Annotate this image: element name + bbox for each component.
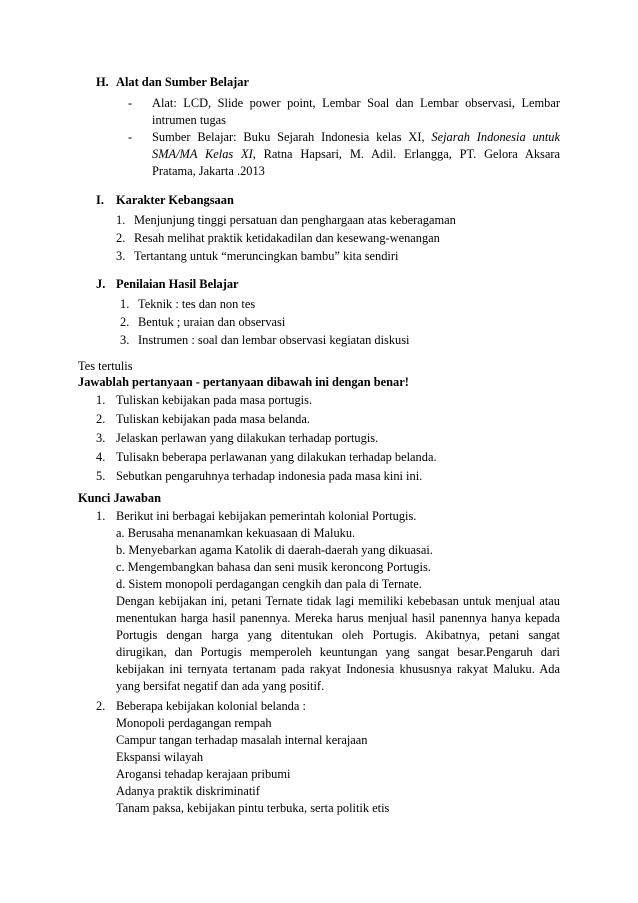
answer-number: 2. <box>96 699 106 713</box>
list-item: Tertantang untuk “meruncingkan bambu” kita sendiri <box>134 249 399 263</box>
answer-lead: Berikut ini berbagai kebijakan pemerintah kolonial Portugis. <box>116 509 417 523</box>
answer-point: Arogansi tehadap kerajaan pribumi <box>116 767 291 781</box>
list-item-number: 1. <box>116 213 126 227</box>
question-text: Tuliskan kebijakan pada masa belanda. <box>116 412 310 426</box>
kunci-title: Kunci Jawaban <box>78 491 161 505</box>
question-text: Jelaskan perlawan yang dilakukan terhadap portugis. <box>116 431 379 445</box>
answer-point: c. Mengembangkan bahasa dan seni musik keroncong Portugis. <box>116 560 431 574</box>
list-item: Resah melihat praktik ketidakadilan dan kesewang-wenangan <box>134 231 440 245</box>
list-item: Menjunjung tinggi persatuan dan penghargaan atas keberagaman <box>134 213 456 227</box>
list-item-number: 2. <box>120 315 130 329</box>
answer-point: a. Berusaha menanamkan kekuasaan di Maluku. <box>116 526 356 540</box>
answer-paragraph-line: kebijakan ini ternyata tertanam pada rakyat Indonesia khususnya rakyat Maluku. Ada <box>116 662 560 676</box>
answer-point: Tanam paksa, kebijakan pintu terbuka, serta politik etis <box>116 801 390 815</box>
section-i-title: Karakter Kebangsaan <box>116 193 234 207</box>
list-item: Instrumen : soal dan lembar observasi kegiatan diskusi <box>138 333 410 347</box>
alat-line-1: Alat: LCD, Slide power point, Lembar Soal dan Lembar observasi, Lembar <box>152 96 560 110</box>
answer-point: Campur tangan terhadap masalah internal kerajaan <box>116 733 368 747</box>
answer-point: Adanya praktik diskriminatif <box>116 784 260 798</box>
section-i-marker: I. <box>96 193 104 207</box>
question-number: 4. <box>96 450 106 464</box>
list-item-number: 1. <box>120 297 130 311</box>
answer-paragraph-line: menentukan harga hasil panennya. Mereka harus menjual hasil panennya hanya kepada <box>116 611 560 625</box>
sumber-line-2: SMA/MA Kelas XI, Ratna Hapsari, M. Adil. Erlangga, PT. Gelora Aksara <box>152 147 561 161</box>
sumber-line-3: Pratama, Jakarta .2013 <box>152 164 265 178</box>
section-h-title: Alat dan Sumber Belajar <box>116 75 249 89</box>
answer-point: Monopoli perdagangan rempah <box>116 716 272 730</box>
list-item: Teknik : tes dan non tes <box>138 297 256 311</box>
sumber-line-1: Sumber Belajar: Buku Sejarah Indonesia kelas XI, Sejarah Indonesia untuk <box>152 130 560 144</box>
question-text: Tulisakn beberapa perlawanan yang dilakukan terhadap belanda. <box>116 450 437 464</box>
answer-paragraph-line: Dengan kebijakan ini, petani Ternate tidak lagi memiliki kebebasan untuk menjual atau <box>116 594 560 608</box>
question-number: 3. <box>96 431 106 445</box>
bullet-dash: - <box>128 130 133 144</box>
question-text: Sebutkan pengaruhnya terhadap indonesia pada masa kini ini. <box>116 469 423 483</box>
question-number: 1. <box>96 393 106 407</box>
answer-point: b. Menyebarkan agama Katolik di daerah-daerah yang dikuasai. <box>116 543 433 557</box>
bullet-dash: - <box>128 96 133 110</box>
tes-label: Tes tertulis <box>78 359 133 373</box>
alat-line-2: intrumen tugas <box>152 113 226 127</box>
answer-paragraph-line: Portugis dengan harga yang ditentukan oleh Portugis. Akibatnya, petani sangat <box>116 628 560 642</box>
answer-number: 1. <box>96 509 106 523</box>
question-text: Tuliskan kebijakan pada masa portugis. <box>116 393 313 407</box>
question-number: 2. <box>96 412 106 426</box>
list-item-number: 3. <box>120 333 130 347</box>
list-item: Bentuk ; uraian dan observasi <box>138 315 286 329</box>
section-j-marker: J. <box>96 277 106 291</box>
section-h-marker: H. <box>96 75 109 89</box>
answer-point: d. Sistem monopoli perdagangan cengkih dan pala di Ternate. <box>116 577 422 591</box>
tes-instruction: Jawablah pertanyaan - pertanyaan dibawah ini dengan benar! <box>78 375 409 389</box>
answer-point: Ekspansi wilayah <box>116 750 204 764</box>
answer-lead: Beberapa kebijakan kolonial belanda : <box>116 699 306 713</box>
question-number: 5. <box>96 469 106 483</box>
section-j-title: Penilaian Hasil Belajar <box>116 277 239 291</box>
list-item-number: 3. <box>116 249 126 263</box>
answer-paragraph-line: yang bersifat negatif dan ada yang positif. <box>116 679 325 693</box>
list-item-number: 2. <box>116 231 126 245</box>
answer-paragraph-line: dirugikan, dan Portugis memperoleh keuntungan yang sangat besar.Pengaruh dari <box>116 645 560 659</box>
